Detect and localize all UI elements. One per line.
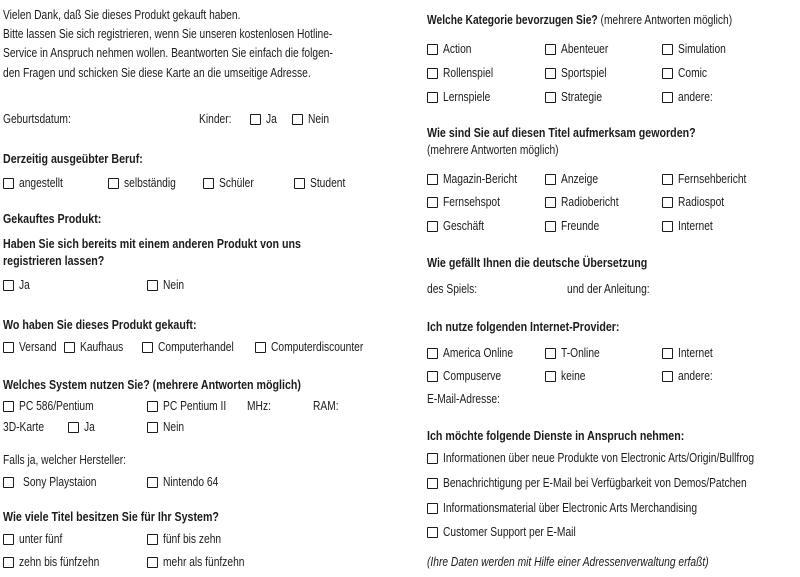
checkbox-icon <box>545 348 556 359</box>
attention-friends-checkbox[interactable]: Freunde <box>545 219 608 234</box>
3dcard-no-checkbox[interactable]: Nein <box>147 420 189 435</box>
attention-tvspot-checkbox[interactable]: Fernsehspot <box>427 195 512 210</box>
checkbox-icon <box>662 221 673 232</box>
checkbox-icon <box>545 197 556 208</box>
occupation-heading: Derzeitig ausgeübter Beruf: <box>3 151 143 166</box>
services-heading: Ich möchte folgende Dienste in Anspruch nehmen: <box>427 428 685 443</box>
checkbox-icon <box>203 178 214 189</box>
system-pc2-checkbox[interactable]: PC Pentium II <box>147 399 240 414</box>
checkbox-icon <box>427 527 438 538</box>
checkbox-icon <box>662 371 673 382</box>
registered-yes-checkbox[interactable]: Ja <box>3 278 32 293</box>
checkbox-icon <box>3 401 14 412</box>
provider-aol-checkbox[interactable]: America Online <box>427 346 528 361</box>
checkbox-icon <box>3 342 14 353</box>
checkbox-icon <box>662 92 673 103</box>
checkbox-icon <box>3 557 14 568</box>
provider-internet-checkbox[interactable]: Internet <box>662 346 720 361</box>
attention-store-checkbox[interactable]: Geschäft <box>427 219 493 234</box>
checkbox-icon <box>427 371 438 382</box>
console-sony-checkbox[interactable]: Sony Playstaion <box>3 475 113 490</box>
intro-line-4: den Fragen und schicken Sie diese Karte an die umseitige Adresse. <box>3 66 311 80</box>
category-rpg-checkbox[interactable]: Rollenspiel <box>427 66 504 81</box>
where-mailorder-checkbox[interactable]: Versand <box>3 340 65 355</box>
3dcard-yes-checkbox[interactable]: Ja <box>68 420 97 435</box>
attention-internet-checkbox[interactable]: Internet <box>662 219 720 234</box>
attention-note: (mehrere Antworten möglich) <box>427 143 559 157</box>
titles-under5-checkbox[interactable]: unter fünf <box>3 532 72 547</box>
checkbox-icon <box>662 348 673 359</box>
system-heading: Welches System nutzen Sie? (mehrere Antworten möglich) <box>3 377 301 392</box>
checkbox-icon <box>427 348 438 359</box>
provider-other-checkbox[interactable]: andere: <box>662 369 720 384</box>
product-heading: Gekauftes Produkt: <box>3 211 102 226</box>
titles-5to10-checkbox[interactable]: fünf bis zehn <box>147 532 234 547</box>
registered-heading-1: Haben Sie sich bereits mit einem anderen Produkt von uns <box>3 236 301 251</box>
checkbox-icon <box>3 534 14 545</box>
checkbox-icon <box>108 178 119 189</box>
checkbox-icon <box>3 477 14 488</box>
checkbox-icon <box>662 44 673 55</box>
intro-line-2: Bitte lassen Sie sich registrieren, wenn Sie unseren kostenlosen Hotline- <box>3 27 333 41</box>
checkbox-icon <box>292 114 303 125</box>
checkbox-icon <box>662 174 673 185</box>
intro-line-3: Service in Anspruch nehmen wollen. Beantworten Sie einfach die folgen- <box>3 46 333 60</box>
3dcard-label: 3D-Karte <box>3 420 45 434</box>
footer-note: (Ihre Daten werden mit Hilfe einer Adressenverwaltung erfaßt) <box>427 555 709 569</box>
checkbox-icon <box>147 280 158 291</box>
birthdate-label: Geburtsdatum: <box>3 112 71 126</box>
service-newproducts-checkbox[interactable]: Informationen über neue Produkte von Electronic Arts/Origin/Bullfrog <box>427 451 800 466</box>
checkbox-icon <box>427 221 438 232</box>
checkbox-icon <box>294 178 305 189</box>
intro-line-1: Vielen Dank, daß Sie dieses Produkt gekauft haben. <box>3 8 241 22</box>
checkbox-icon <box>3 178 14 189</box>
checkbox-icon <box>662 197 673 208</box>
registered-heading-2: registrieren lassen? <box>3 253 105 268</box>
checkbox-icon <box>250 114 261 125</box>
category-strategy-checkbox[interactable]: Strategie <box>545 90 611 105</box>
service-support-checkbox[interactable]: Customer Support per E-Mail <box>427 525 605 540</box>
category-other-checkbox[interactable]: andere: <box>662 90 720 105</box>
attention-radioreport-checkbox[interactable]: Radiobericht <box>545 195 631 210</box>
titles-10to15-checkbox[interactable]: zehn bis fünfzehn <box>3 555 117 570</box>
checkbox-icon <box>427 478 438 489</box>
attention-radiospot-checkbox[interactable]: Radiospot <box>662 195 734 210</box>
checkbox-icon <box>3 280 14 291</box>
checkbox-icon <box>147 557 158 568</box>
checkbox-icon <box>427 174 438 185</box>
occupation-selfemployed-checkbox[interactable]: selbständig <box>108 176 187 191</box>
category-adventure-checkbox[interactable]: Abenteuer <box>545 42 619 57</box>
checkbox-icon <box>427 44 438 55</box>
checkbox-icon <box>545 371 556 382</box>
children-yes-checkbox[interactable]: Ja <box>250 112 279 127</box>
checkbox-icon <box>147 422 158 433</box>
occupation-pupil-checkbox[interactable]: Schüler <box>203 176 261 191</box>
checkbox-icon <box>545 44 556 55</box>
provider-none-checkbox[interactable]: keine <box>545 369 591 384</box>
checkbox-icon <box>545 221 556 232</box>
category-simulation-checkbox[interactable]: Simulation <box>662 42 736 57</box>
checkbox-icon <box>147 401 158 412</box>
translation-heading: Wie gefällt Ihnen die deutsche Übersetzung <box>427 255 648 270</box>
checkbox-icon <box>64 342 75 353</box>
console-nintendo-checkbox[interactable]: Nintendo 64 <box>147 475 230 490</box>
provider-heading: Ich nutze folgenden Internet-Provider: <box>427 319 620 334</box>
checkbox-icon <box>427 92 438 103</box>
attention-magazine-checkbox[interactable]: Magazin-Bericht <box>427 172 533 187</box>
checkbox-icon <box>545 68 556 79</box>
category-heading: Welche Kategorie bevorzugen Sie? (mehrere Antworten möglich) <box>427 13 733 27</box>
service-merchandising-checkbox[interactable]: Informationsmaterial über Electronic Arts Merchandising <box>427 501 753 516</box>
occupation-student-checkbox[interactable]: Student <box>294 176 353 191</box>
category-action-checkbox[interactable]: Action <box>427 42 478 57</box>
mhz-label: MHz: <box>247 399 271 413</box>
checkbox-icon <box>427 453 438 464</box>
manual-translation-label: und der Anleitung: <box>567 282 650 296</box>
checkbox-icon <box>142 342 153 353</box>
where-computerstore-checkbox[interactable]: Computerhandel <box>142 340 250 355</box>
category-sports-checkbox[interactable]: Sportspiel <box>545 66 617 81</box>
manufacturer-label: Falls ja, welcher Hersteller: <box>3 453 127 467</box>
checkbox-icon <box>545 174 556 185</box>
service-demos-checkbox[interactable]: Benachrichtigung per E-Mail bei Verfügbarkeit von Demos/Patchen <box>427 476 800 491</box>
checkbox-icon <box>255 342 266 353</box>
category-learning-checkbox[interactable]: Lernspiele <box>427 90 501 105</box>
children-label: Kinder: <box>199 112 232 126</box>
checkbox-icon <box>147 534 158 545</box>
attention-tvreport-checkbox[interactable]: Fernsehbericht <box>662 172 761 187</box>
checkbox-icon <box>427 197 438 208</box>
attention-ad-checkbox[interactable]: Anzeige <box>545 172 606 187</box>
titles-heading: Wie viele Titel besitzen Sie für Ihr System? <box>3 509 219 524</box>
titles-over15-checkbox[interactable]: mehr als fünfzehn <box>147 555 262 570</box>
checkbox-icon <box>662 68 673 79</box>
where-department-checkbox[interactable]: Kaufhaus <box>64 340 133 355</box>
where-heading: Wo haben Sie dieses Produkt gekauft: <box>3 317 197 332</box>
provider-compuserve-checkbox[interactable]: Compuserve <box>427 369 514 384</box>
checkbox-icon <box>545 92 556 103</box>
children-no-checkbox[interactable]: Nein <box>292 112 334 127</box>
occupation-employed-checkbox[interactable]: angestellt <box>3 176 73 191</box>
email-label: E-Mail-Adresse: <box>427 392 500 406</box>
where-discounter-checkbox[interactable]: Computerdiscounter <box>255 340 384 355</box>
checkbox-icon <box>427 68 438 79</box>
checkbox-icon <box>147 477 158 488</box>
provider-tonline-checkbox[interactable]: T-Online <box>545 346 608 361</box>
registered-no-checkbox[interactable]: Nein <box>147 278 189 293</box>
checkbox-icon <box>427 503 438 514</box>
game-translation-label: des Spiels: <box>427 282 478 296</box>
system-pc586-checkbox[interactable]: PC 586/Pentium <box>3 399 110 414</box>
attention-heading: Wie sind Sie auf diesen Titel aufmerksam geworden? <box>427 125 696 140</box>
category-comic-checkbox[interactable]: Comic <box>662 66 713 81</box>
checkbox-icon <box>68 422 79 433</box>
ram-label: RAM: <box>313 399 339 413</box>
